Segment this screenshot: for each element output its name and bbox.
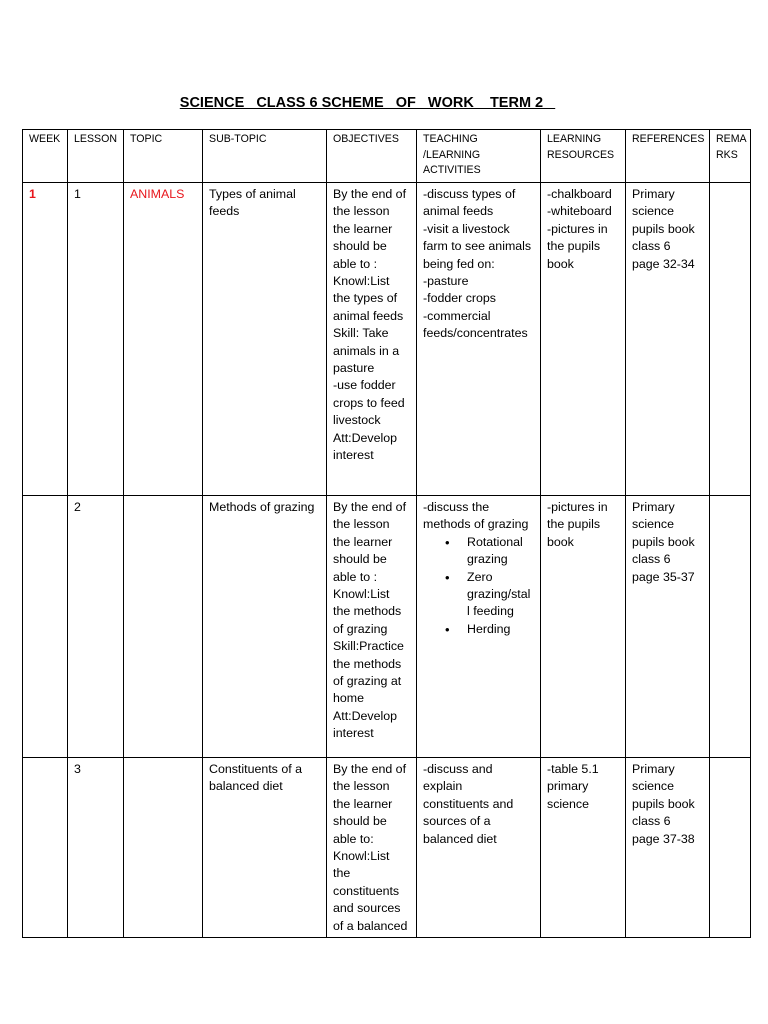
subtopic-cell: Types of animal feeds	[203, 183, 327, 496]
references-cell: Primary science pupils book class 6 page 37-38	[626, 758, 710, 938]
list-item: • Rotational grazing	[445, 534, 535, 569]
objectives-cell: By the end of the lesson the learner should be able to : Knowl:List the types of animal feeds Skill: Take animals in a pasture -use fodder crops to feed livestock Att:Develop interest	[327, 183, 417, 496]
remarks-cell	[710, 183, 751, 496]
header-subtopic: SUB-TOPIC	[203, 130, 327, 183]
objectives-cell: By the end of the lesson the learner should be able to : Knowl:List the methods of grazing Skill:Practice the methods of grazing at home Att:Develop interest	[327, 496, 417, 758]
resources-cell: -pictures in the pupils book	[541, 496, 626, 758]
header-objectives: OBJECTIVES	[327, 130, 417, 183]
activities-cell: -discuss and explain constituents and sources of a balanced diet	[417, 758, 541, 938]
header-teaching-activities: TEACHING /LEARNING ACTIVITIES	[417, 130, 541, 183]
list-item: • Herding	[445, 621, 535, 638]
resources-cell: -chalkboard -whiteboard -pictures in the pupils book	[541, 183, 626, 496]
list-item: • Zero grazing/stal l feeding	[445, 569, 535, 621]
activities-text: -discuss the methods of grazing	[423, 500, 529, 532]
table-row	[23, 183, 751, 496]
table-header-row	[23, 130, 751, 183]
table-row	[23, 758, 751, 938]
lesson-cell: 1	[68, 183, 124, 496]
scheme-of-work-table	[22, 129, 751, 938]
header-week: WEEK	[23, 130, 68, 183]
header-remarks: REMA RKS	[710, 130, 751, 183]
remarks-cell	[710, 496, 751, 758]
activities-cell	[417, 496, 541, 758]
references-cell: Primary science pupils book class 6 page 35-37	[626, 496, 710, 758]
header-references: REFERENCES	[626, 130, 710, 183]
references-cell: Primary science pupils book class 6 page 32-34	[626, 183, 710, 496]
activity-bullet-list	[423, 534, 535, 638]
activities-cell: -discuss types of animal feeds -visit a livestock farm to see animals being fed on: -pasture -fodder crops -commercial feeds/concentrates	[417, 183, 541, 496]
document-title: SCIENCE CLASS 6 SCHEME OF WORK TERM 2	[179, 95, 556, 111]
header-topic: TOPIC	[124, 130, 203, 183]
topic-cell	[124, 496, 203, 758]
subtopic-cell: Methods of grazing	[203, 496, 327, 758]
header-learning-resources: LEARNING RESOURCES	[541, 130, 626, 183]
week-cell	[23, 758, 68, 938]
subtopic-cell: Constituents of a balanced diet	[203, 758, 327, 938]
week-cell	[23, 496, 68, 758]
week-cell: 1	[23, 183, 68, 496]
lesson-cell: 2	[68, 496, 124, 758]
remarks-cell	[710, 758, 751, 938]
lesson-cell: 3	[68, 758, 124, 938]
topic-cell	[124, 758, 203, 938]
objectives-cell: By the end of the lesson the learner should be able to: Knowl:List the constituents and sources of a balanced	[327, 758, 417, 938]
topic-cell: ANIMALS	[124, 183, 203, 496]
resources-cell: -table 5.1 primary science	[541, 758, 626, 938]
header-lesson: LESSON	[68, 130, 124, 183]
table-row	[23, 496, 751, 758]
